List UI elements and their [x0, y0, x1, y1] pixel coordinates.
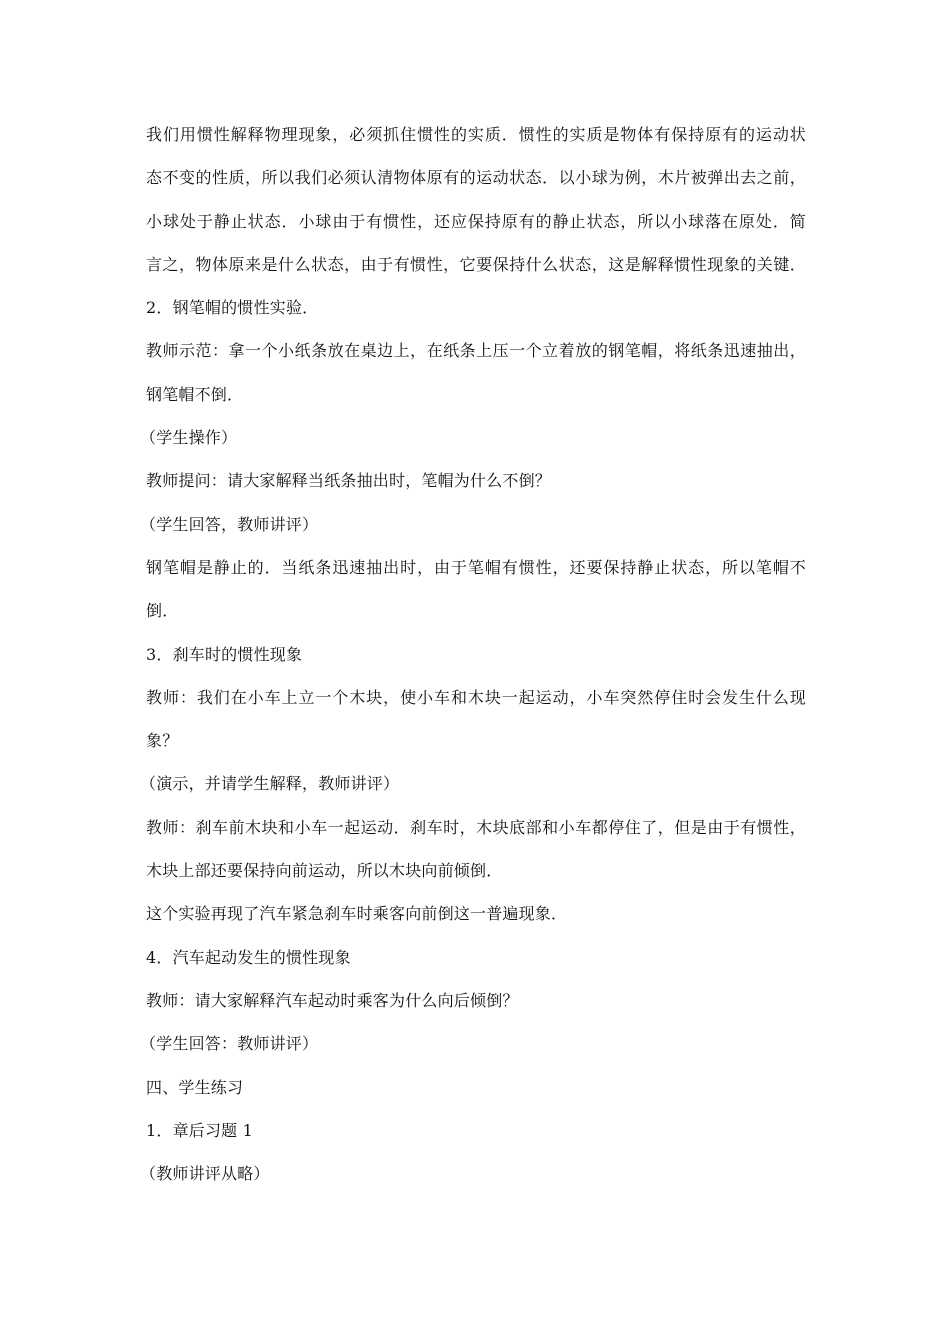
- text-line: （学生回答，教师讲评）: [140, 514, 319, 534]
- text-line: 象？: [146, 731, 179, 751]
- text-line: 我们用惯性解释物理现象，必须抓住惯性的实质．惯性的实质是物体有保持原有的运动状: [146, 125, 806, 144]
- text-line: 钢笔帽是静止的．当纸条迅速抽出时，由于笔帽有惯性，还要保持静止状态，所以笔帽不: [146, 557, 806, 577]
- text-line: （学生操作）: [140, 428, 238, 448]
- text-line: 教师提问：请大家解释当纸条抽出时，笔帽为什么不倒？: [146, 471, 552, 491]
- text-line: 钢笔帽不倒．: [146, 384, 244, 404]
- text-line: 态不变的性质，所以我们必须认清物体原有的运动状态．以小球为例，木片被弹出去之前，: [146, 168, 806, 188]
- text-line: 言之，物体原来是什么状态，由于有惯性，它要保持什么状态，这是解释惯性现象的关键．: [146, 254, 806, 274]
- text-line: 小球处于静止状态．小球由于有惯性，还应保持原有的静止状态，所以小球落在原处．简: [146, 211, 806, 231]
- text-line: 4．汽车起动发生的惯性现象: [146, 947, 351, 967]
- text-line: 四、学生练习: [146, 1077, 244, 1097]
- text-line: 教师：我们在小车上立一个木块，使小车和木块一起运动，小车突然停住时会发生什么现: [146, 687, 806, 707]
- text-line: 教师：刹车前木块和小车一起运动．刹车时，木块底部和小车都停住了，但是由于有惯性，: [146, 817, 806, 837]
- text-line: 3．刹车时的惯性现象: [146, 644, 303, 664]
- text-line: 1．章后习题 1: [146, 1120, 254, 1140]
- text-line: （教师讲评从略）: [140, 1164, 270, 1184]
- text-line: 倒．: [146, 601, 179, 621]
- document-body: [140, 125, 806, 1207]
- text-line: 教师示范：拿一个小纸条放在桌边上，在纸条上压一个立着放的钢笔帽，将纸条迅速抽出，: [146, 341, 806, 361]
- text-line: （演示，并请学生解释，教师讲评）: [140, 774, 400, 794]
- text-line: 2．钢笔帽的惯性实验．: [146, 298, 319, 318]
- text-line: 木块上部还要保持向前运动，所以木块向前倾倒．: [146, 861, 503, 881]
- text-line: 这个实验再现了汽车紧急刹车时乘客向前倒这一普遍现象．: [146, 904, 568, 924]
- text-line: 教师：请大家解释汽车起动时乘客为什么向后倾倒？: [146, 990, 519, 1010]
- text-line: （学生回答：教师讲评）: [140, 1034, 319, 1054]
